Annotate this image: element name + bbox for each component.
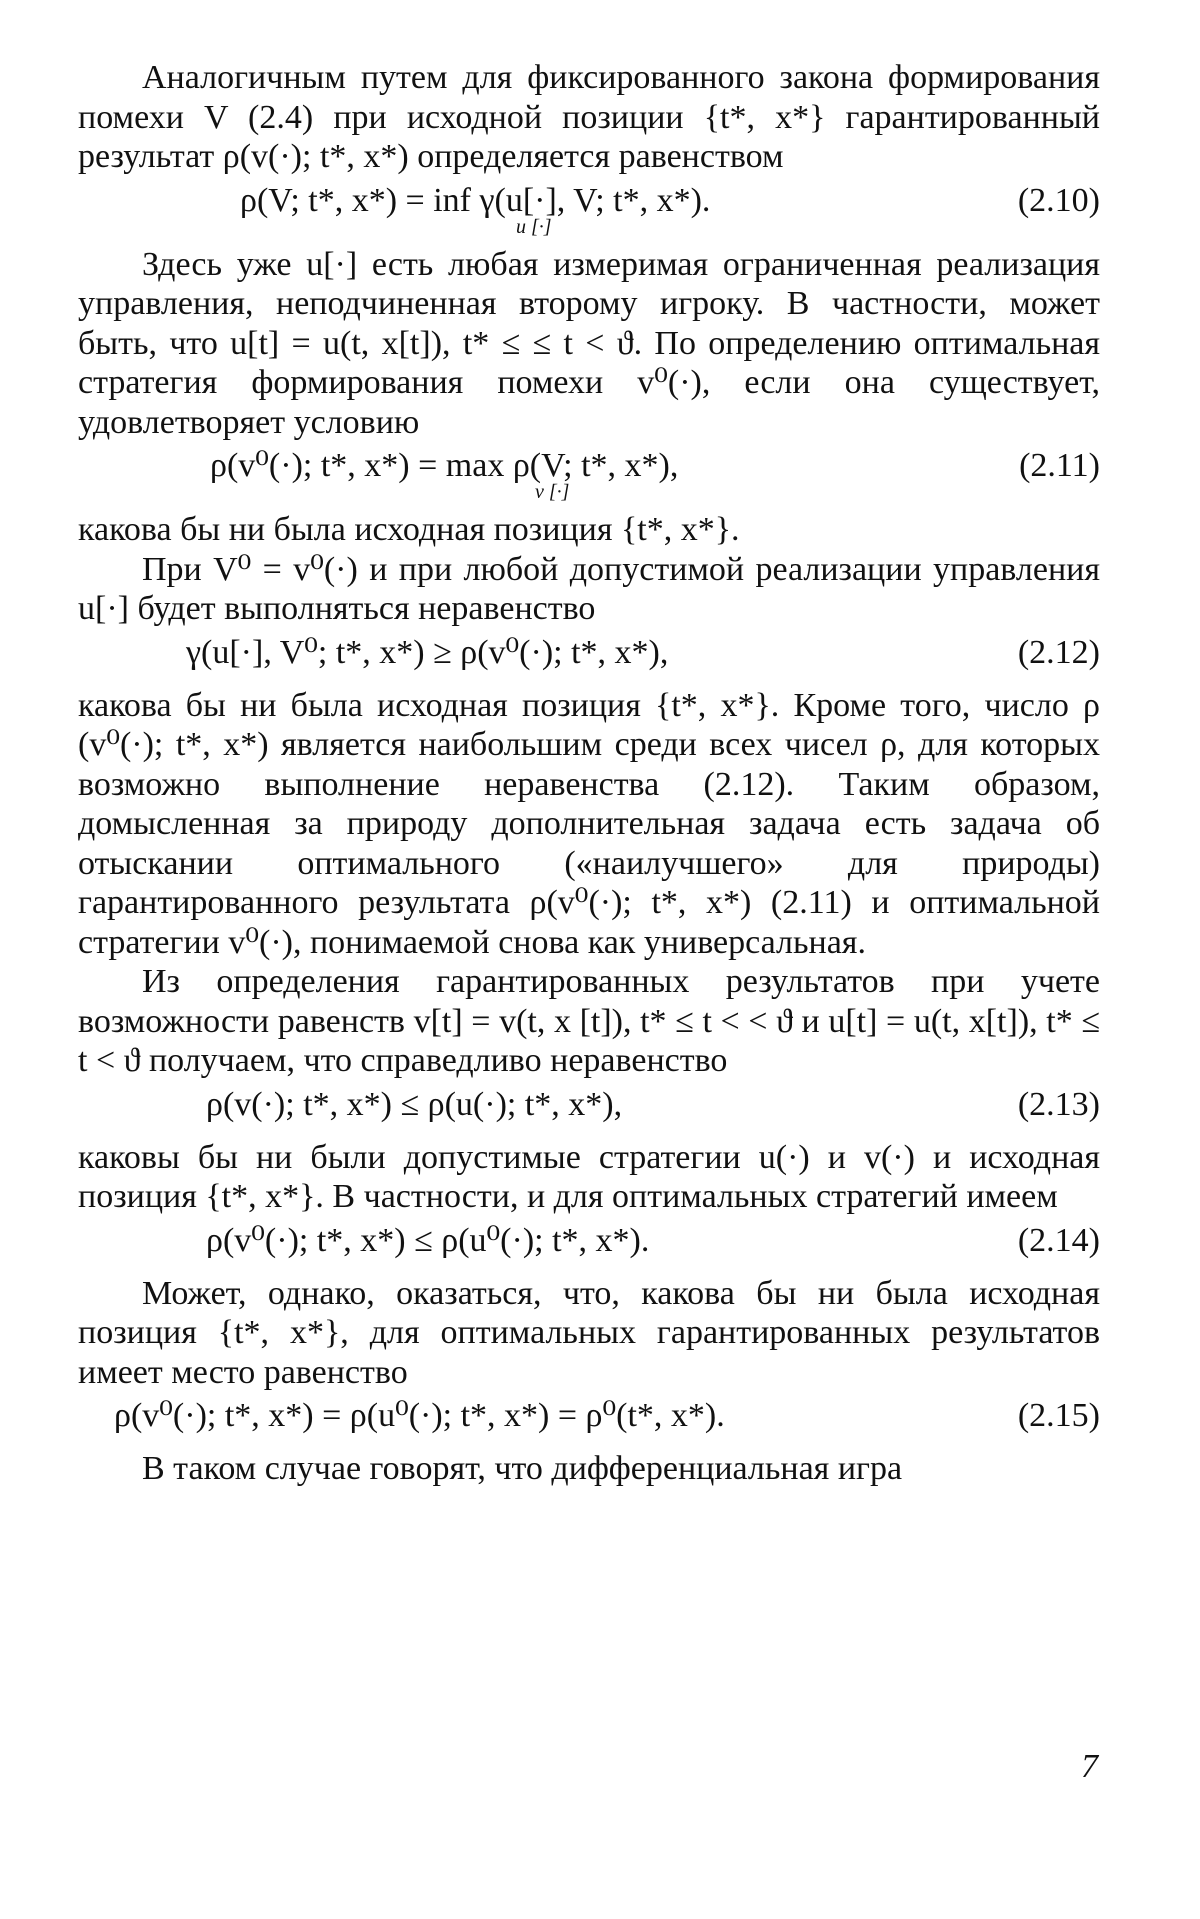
equation-2-11 [78,446,1100,504]
equation-body: ρ(v(·); t*, x*) ≤ ρ(u(·); t*, x*), [206,1085,623,1123]
paragraph-5: какова бы ни была исходная позиция {t*, x*}. Кроме того, число ρ (v⁰(·); t*, x*) является наибольшим среди всех чисел ρ, для которых возможно выполнение неравенства (2.12). Таким образом, домысленная за природу дополнительная задача есть задача об отыскании оптимального («наилучшего» для природы) гарантированного результата ρ(v⁰(·); t*, x*) (2.11) и оптимальной стратегии v⁰(·), понимаемой снова как универсальная. [78,686,1100,961]
equation-2-15 [78,1396,1100,1443]
page-number: 7 [1081,1748,1098,1785]
equation-subscript: u [·] [516,215,552,238]
equation-body: ρ(V; t*, x*) = inf γ(u[·], V; t*, x*). [240,181,711,219]
paragraph-9: В таком случае говорят, что дифференциальная игра [142,1450,903,1487]
equation-2-13 [78,1085,1100,1132]
paragraph-1: Аналогичным путем для фиксированного закона формирования помехи V (2.4) при исходной позиции {t*, x*} гарантированный результат ρ(v(·); t*, x*) определяется равенством [78,59,1100,175]
equation-number: (2.13) [1017,1085,1100,1123]
equation-number: (2.10) [1017,181,1100,219]
equation-body: ρ(v⁰(·); t*, x*) = max ρ(V; t*, x*), [210,447,679,484]
equation-2-12 [78,633,1100,680]
document-page [78,58,1100,1489]
paragraph-4: При V⁰ = v⁰(·) и при любой допустимой реализации управления u[·] будет выполняться неравенство [78,550,1100,627]
paragraph-6: Из определения гарантированных результатов при учете возможности равенств v[t] = v(t, x [t]), t* ≤ t < < ϑ и u[t] = u(t, x[t]), t* ≤ t < ϑ получаем, что справедливо неравенство [78,963,1100,1079]
equation-2-14 [78,1221,1100,1268]
equation-number: (2.11) [1019,447,1100,484]
equation-body: γ(u[·], V⁰; t*, x*) ≥ ρ(v⁰(·); t*, x*), [186,633,669,671]
paragraph-8: Может, однако, оказаться, что, какова бы ни была исходная позиция {t*, x*}, для оптимальных гарантированных результатов имеет место равенство [78,1274,1100,1391]
equation-2-10 [78,181,1100,239]
paragraph-7: каковы бы ни были допустимые стратегии u(·) и v(·) и исходная позиция {t*, x*}. В частности, и для оптимальных стратегий имеем [78,1138,1100,1215]
equation-number: (2.12) [1017,633,1100,671]
equation-subscript: v [·] [535,481,570,503]
paragraph-3: какова бы ни была исходная позиция {t*, x*}. [78,511,740,548]
equation-body: ρ(v⁰(·); t*, x*) = ρ(u⁰(·); t*, x*) = ρ⁰(t*, x*). [114,1397,725,1434]
equation-number: (2.15) [1017,1397,1100,1434]
equation-body: ρ(v⁰(·); t*, x*) ≤ ρ(u⁰(·); t*, x*). [206,1221,650,1259]
equation-number: (2.14) [1017,1221,1100,1259]
paragraph-2: Здесь уже u[·] есть любая измеримая ограниченная реализация управления, неподчиненная второму игроку. В частности, может быть, что u[t] = u(t, x[t]), t* ≤ ≤ t < ϑ. По определению оптимальная стратегия формирования помехи v⁰(·), если она существует, удовлетворяет условию [78,245,1100,441]
